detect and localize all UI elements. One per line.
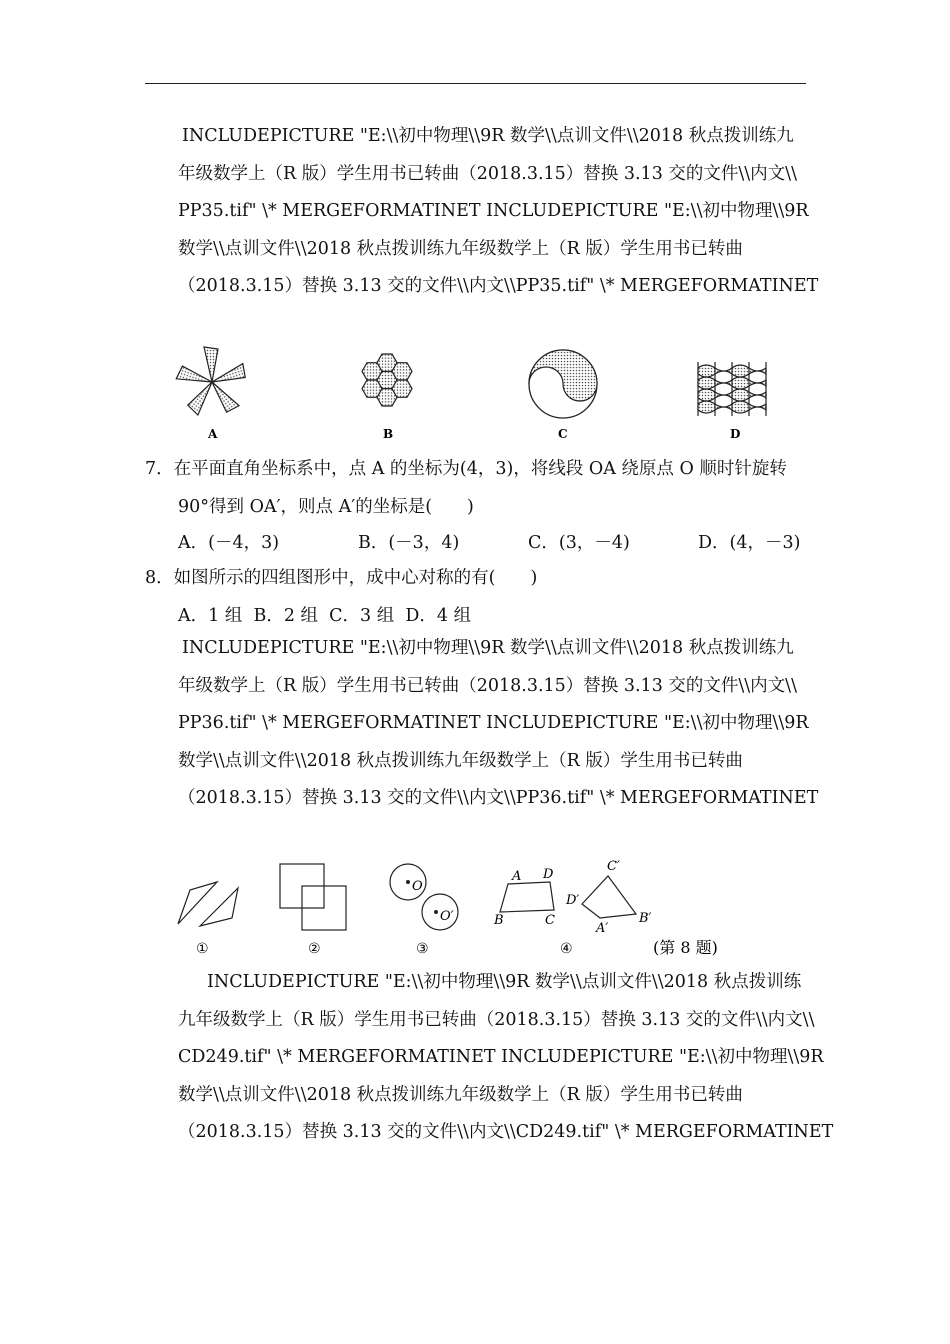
field-code-line: 年级数学上（R 版）学生用书已转曲（2018.3.15）替换 3.13 交的文件\\内文\\ <box>178 163 797 184</box>
field-code-line: PP35.tif" \* MERGEFORMATINET INCLUDEPICTURE "E:\\初中物理\\9R <box>178 201 809 221</box>
field-code-line: INCLUDEPICTURE "E:\\初中物理\\9R 数学\\点训文件\\2018 秋点拨训练 <box>207 972 802 992</box>
q8-figure <box>170 852 750 962</box>
field-code-block-2 <box>178 630 819 818</box>
option-d: D．(4，－3) <box>698 532 801 553</box>
squares-figure <box>280 864 346 930</box>
field-code-line: PP36.tif" \* MERGEFORMATINET INCLUDEPICTURE "E:\\初中物理\\9R <box>178 713 809 733</box>
point-label-o: O <box>412 879 423 894</box>
answer-options: A．1 组 B．2 组 C．3 组 D．4 组 <box>178 605 472 626</box>
point-label-b-prime: B′ <box>639 911 652 926</box>
field-code-line: 数学\\点训文件\\2018 秋点拨训练九年级数学上（R 版）学生用书已转曲 <box>178 750 743 771</box>
field-code-block-3 <box>178 964 834 1152</box>
field-code-line: 数学\\点训文件\\2018 秋点拨训练九年级数学上（R 版）学生用书已转曲 <box>178 238 743 259</box>
question-number: 8． <box>145 568 174 588</box>
figure-label-b: B <box>383 427 394 441</box>
point-label-o-prime: O′ <box>440 909 454 924</box>
pinwheel-figure <box>176 347 247 415</box>
field-code-block-1 <box>178 118 819 306</box>
option-b: B．(－3，4) <box>358 532 460 553</box>
field-code-line: INCLUDEPICTURE "E:\\初中物理\\9R 数学\\点训文件\\2018 秋点拨训练九 <box>182 638 794 658</box>
point-label-c-prime: C′ <box>607 859 620 874</box>
figure-label-2: ② <box>308 941 321 957</box>
field-code-line: （2018.3.15）替换 3.13 交的文件\\内文\\CD249.tif" \* MERGEFORMATINET <box>178 1122 834 1142</box>
yin-yang-figure <box>529 350 597 418</box>
question-text: 如图所示的四组图形中，成中心对称的有( ) <box>173 568 538 588</box>
field-code-line: （2018.3.15）替换 3.13 交的文件\\内文\\PP35.tif" \* MERGEFORMATINET <box>178 276 819 296</box>
question-text: 90°得到 OA′，则点 A′的坐标是( ) <box>178 496 474 517</box>
header-rule <box>145 83 806 84</box>
point-label-d-prime: D′ <box>566 893 580 908</box>
hexagon-cluster-figure <box>362 354 412 406</box>
option-a: A．(－4，3) <box>178 532 280 553</box>
option-c: C．(3，－4) <box>528 532 630 553</box>
figure-label-c: C <box>558 427 568 441</box>
wave-stack-figure <box>698 362 766 416</box>
figure-label-d: D <box>730 427 741 441</box>
figure-label-3: ③ <box>416 941 429 957</box>
field-code-line: 年级数学上（R 版）学生用书已转曲（2018.3.15）替换 3.13 交的文件\\内文\\ <box>178 675 797 696</box>
field-code-line: 九年级数学上（R 版）学生用书已转曲（2018.3.15）替换 3.13 交的文件\\内文\\ <box>178 1009 815 1030</box>
figure-label-a: A <box>208 427 218 441</box>
figure-label-1: ① <box>196 941 209 957</box>
question-number: 7． <box>145 459 174 479</box>
point-label-d: D <box>543 867 554 882</box>
question-7 <box>145 451 815 561</box>
figure-label-4: ④ <box>560 941 573 957</box>
field-code-line: INCLUDEPICTURE "E:\\初中物理\\9R 数学\\点训文件\\2018 秋点拨训练九 <box>182 126 794 146</box>
point-label-a: A <box>512 869 522 884</box>
figure-caption: (第 8 题) <box>653 938 718 957</box>
field-code-line: 数学\\点训文件\\2018 秋点拨训练九年级数学上（R 版）学生用书已转曲 <box>178 1084 743 1105</box>
answer-options <box>145 525 815 561</box>
field-code-line: CD249.tif" \* MERGEFORMATINET INCLUDEPICTURE "E:\\初中物理\\9R <box>178 1047 824 1067</box>
point-label-a-prime: A′ <box>596 921 609 936</box>
question-text: 在平面直角坐标系中，点 A 的坐标为(4，3)，将线段 OA 绕原点 O 顺时针旋转 <box>173 459 787 479</box>
q6-figure <box>170 340 790 450</box>
field-code-line: （2018.3.15）替换 3.13 交的文件\\内文\\PP36.tif" \* MERGEFORMATINET <box>178 788 819 808</box>
point-label-c: C <box>545 913 555 928</box>
point-label-b: B <box>494 913 504 928</box>
question-8 <box>145 560 815 634</box>
triangles-figure <box>178 882 238 926</box>
